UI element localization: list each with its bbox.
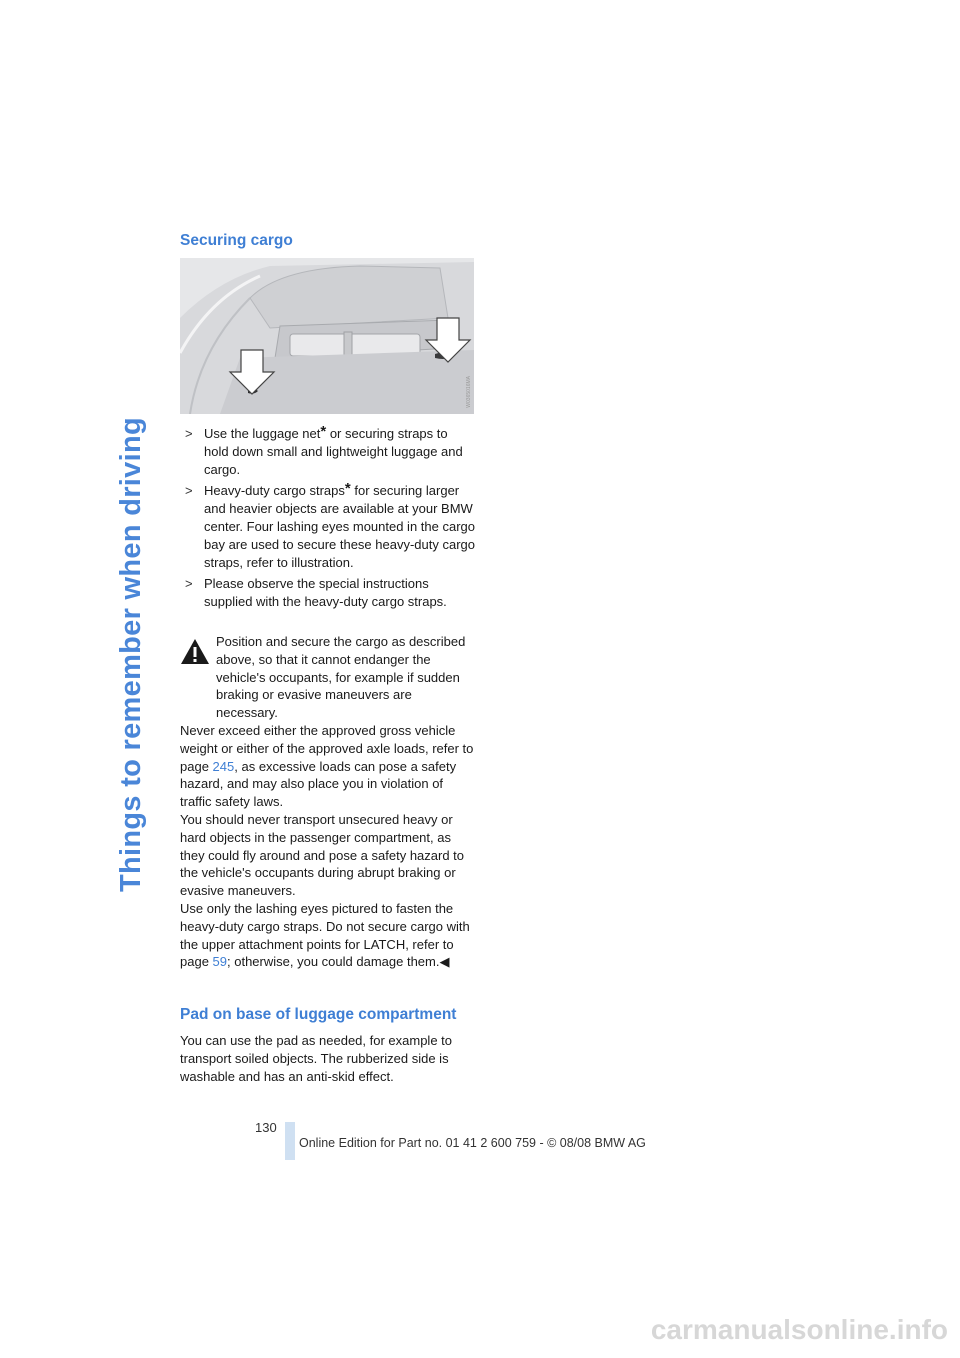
warning-text-1: Position and secure the cargo as described above, so that it cannot endanger the vehicle's occupants, for example if sudden braking or evasive maneuvers are necessary. [216,634,466,721]
page-link-59[interactable]: 59 [212,954,228,970]
bullet-text-cont: for securing larger and heavier objects are available at your BMW center. Four lashing eyes mounted in the cargo bay are used to secure these heavy-duty cargo straps, refer to illustration. [204,483,475,570]
section-securing-cargo [180,232,474,250]
page-number: 130 [255,1120,277,1135]
footer-text: Online Edition for Part no. 01 41 2 600 759 - © 08/08 BMW AG [299,1136,646,1150]
end-mark-icon: ◀ [439,954,450,970]
bullet-text: Heavy-duty cargo straps [204,483,345,499]
list-item [185,425,475,478]
pad-paragraph: You can use the pad as needed, for example to transport soiled objects. The rubberized side is washable and has an anti-skid effect. [180,1033,452,1084]
warning-paragraph-3: You should never transport unsecured heavy or hard objects in the passenger compartment, as they could fly around and pose a safety hazard to the vehicle's occupants during abrupt braking or evasive maneuvers. [180,811,465,899]
cargo-bay-drawing [180,258,474,414]
warning-text-2-cont: , as excessive loads can pose a safety hazard, and may also place you in violation of traffic safety laws. [180,758,457,810]
heading-pad: Pad on base of luggage compartment [180,1006,457,1023]
footer-accent-bar [285,1122,295,1160]
warning-text-4-cont: ; otherwise, you could damage them. [227,954,440,970]
figure-code: W0365016MA [466,376,472,408]
warning-text-4: Use only the lashing eyes pictured to fasten the heavy-duty cargo straps. Do not secure cargo with the upper attachment points for LATCH, refer to page [180,900,470,970]
bullet-marker: > [185,576,193,592]
side-section-title [108,232,154,1077]
heading-securing-cargo: Securing cargo [180,232,293,249]
bullet-marker: > [185,426,193,441]
page-link-245[interactable]: 245 [212,758,235,774]
list-item [185,482,475,571]
section-pad [180,1006,480,1024]
optional-star-icon: * [344,480,351,498]
warning-block [180,633,474,971]
side-title-text: Things to remember when driving [114,417,147,892]
warning-text-2: Never exceed either the approved gross vehicle weight or either of the approved axle loads, refer to page [180,722,474,774]
watermark-logo: carmanualsonline.info [650,1314,948,1345]
optional-star-icon: * [320,423,327,440]
bullet-text-cont: or securing straps to hold down small and lightweight luggage and cargo. [204,426,463,477]
warning-paragraph-2 [180,722,474,811]
warning-paragraph-1 [180,633,474,722]
list-item [185,575,475,611]
bullet-marker: > [185,483,193,499]
warning-triangle-icon [180,637,210,667]
bullet-text: Please observe the special instructions supplied with the heavy-duty cargo straps. [204,576,447,610]
cargo-bay-illustration [180,258,474,414]
warning-paragraph-4 [180,900,474,971]
bullet-text: Use the luggage net [204,426,321,441]
bullet-list [185,425,475,615]
